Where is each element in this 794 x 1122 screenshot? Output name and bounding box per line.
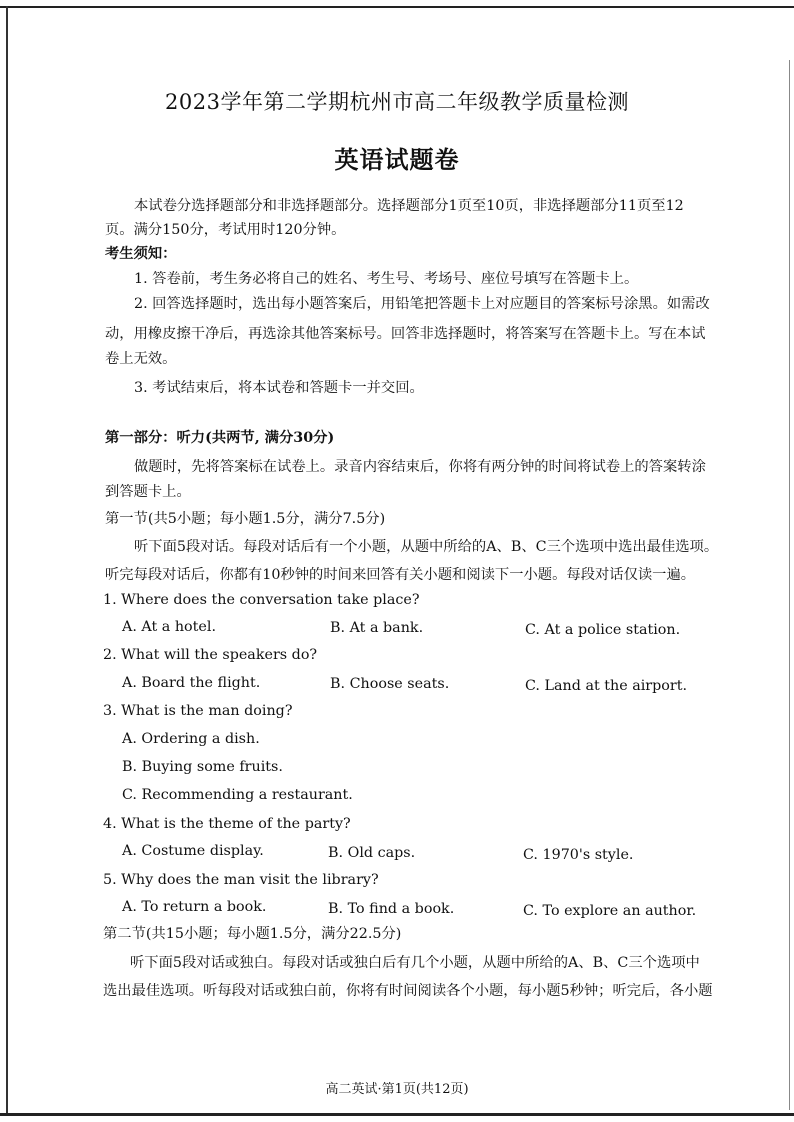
question-3-option-c: C. Recommending a restaurant. [122, 787, 353, 803]
question-4-option-c: C. 1970's style. [523, 847, 634, 863]
notice-heading: 考生须知： [105, 246, 177, 262]
question-2-option-b: B. Choose seats. [330, 676, 450, 692]
question-1-stem: 1. Where does the conversation take place? [103, 592, 420, 608]
question-1-option-a: A. At a hotel. [122, 619, 216, 635]
notice-item-2-line-1: 2. 回答选择题时，选出每小题答案后，用铅笔把答题卡上对应题目的答案标号涂黑。如需改 [134, 296, 710, 312]
question-1-option-b: B. At a bank. [330, 620, 424, 636]
question-5-option-a: A. To return a book. [122, 899, 267, 915]
question-4-option-a: A. Costume display. [122, 843, 264, 859]
question-5-stem: 5. Why does the man visit the library? [103, 872, 379, 888]
notice-item-2-line-2: 动，用橡皮擦干净后，再选涂其他答案标号。回答非选择题时，将答案写在答题卡上。写在本试 [105, 326, 706, 342]
notice-item-3: 3. 考试结束后，将本试卷和答题卡一并交回。 [134, 380, 424, 396]
section1-heading: 第一节(共5小题；每小题1.5分，满分7.5分) [105, 511, 386, 527]
question-3-option-b: B. Buying some fruits. [122, 759, 283, 775]
part1-instruction-line-2: 到答题卡上。 [105, 484, 191, 500]
intro-line-2: 页。满分150分，考试用时120分钟。 [105, 222, 346, 238]
question-2-stem: 2. What will the speakers do? [103, 647, 318, 663]
question-4-option-b: B. Old caps. [328, 845, 416, 861]
question-1-option-c: C. At a police station. [525, 622, 681, 638]
question-3-option-a: A. Ordering a dish. [122, 731, 260, 747]
question-4-stem: 4. What is the theme of the party? [103, 816, 351, 832]
intro-line-1: 本试卷分选择题部分和非选择题部分。选择题部分1页至10页，非选择题部分11页至12 [134, 198, 684, 214]
question-5-option-c: C. To explore an author. [523, 903, 697, 919]
question-2-option-c: C. Land at the airport. [525, 678, 688, 694]
question-2-option-a: A. Board the flight. [122, 675, 261, 691]
section1-instruction-line-2: 听完每段对话后，你都有10秒钟的时间来回答有关小题和阅读下一小题。每段对话仅读一遍。 [105, 567, 696, 583]
section2-heading: 第二节(共15小题；每小题1.5分，满分22.5分) [103, 926, 402, 942]
page-footer: 高二英试·第1页(共12页) [325, 1082, 469, 1097]
part1-instruction-line-1: 做题时，先将答案标在试卷上。录音内容结束后，你将有两分钟的时间将试卷上的答案转涂 [134, 459, 706, 475]
section1-instruction-line-1: 听下面5段对话。每段对话后有一个小题，从题中所给的A、B、C三个选项中选出最佳选项。 [134, 539, 719, 555]
section2-instruction-line-1: 听下面5段对话或独白。每段对话或独白后有几个小题，从题中所给的A、B、C三个选项中 [130, 955, 700, 971]
notice-item-1: 1. 答卷前，考生务必将自己的姓名、考生号、考场号、座位号填写在答题卡上。 [134, 271, 639, 287]
exam-subtitle: 英语试题卷 [334, 145, 460, 174]
exam-title: 2023学年第二学期杭州市高二年级教学质量检测 [165, 90, 629, 114]
section2-instruction-line-2: 选出最佳选项。听每段对话或独白前，你将有时间阅读各个小题，每小题5秒钟；听完后，各小题 [103, 983, 713, 999]
part1-heading: 第一部分：听力(共两节, 满分30分) [105, 430, 335, 446]
question-3-stem: 3. What is the man doing? [103, 703, 293, 719]
notice-item-2-line-3: 卷上无效。 [105, 351, 177, 367]
question-5-option-b: B. To find a book. [328, 901, 455, 917]
